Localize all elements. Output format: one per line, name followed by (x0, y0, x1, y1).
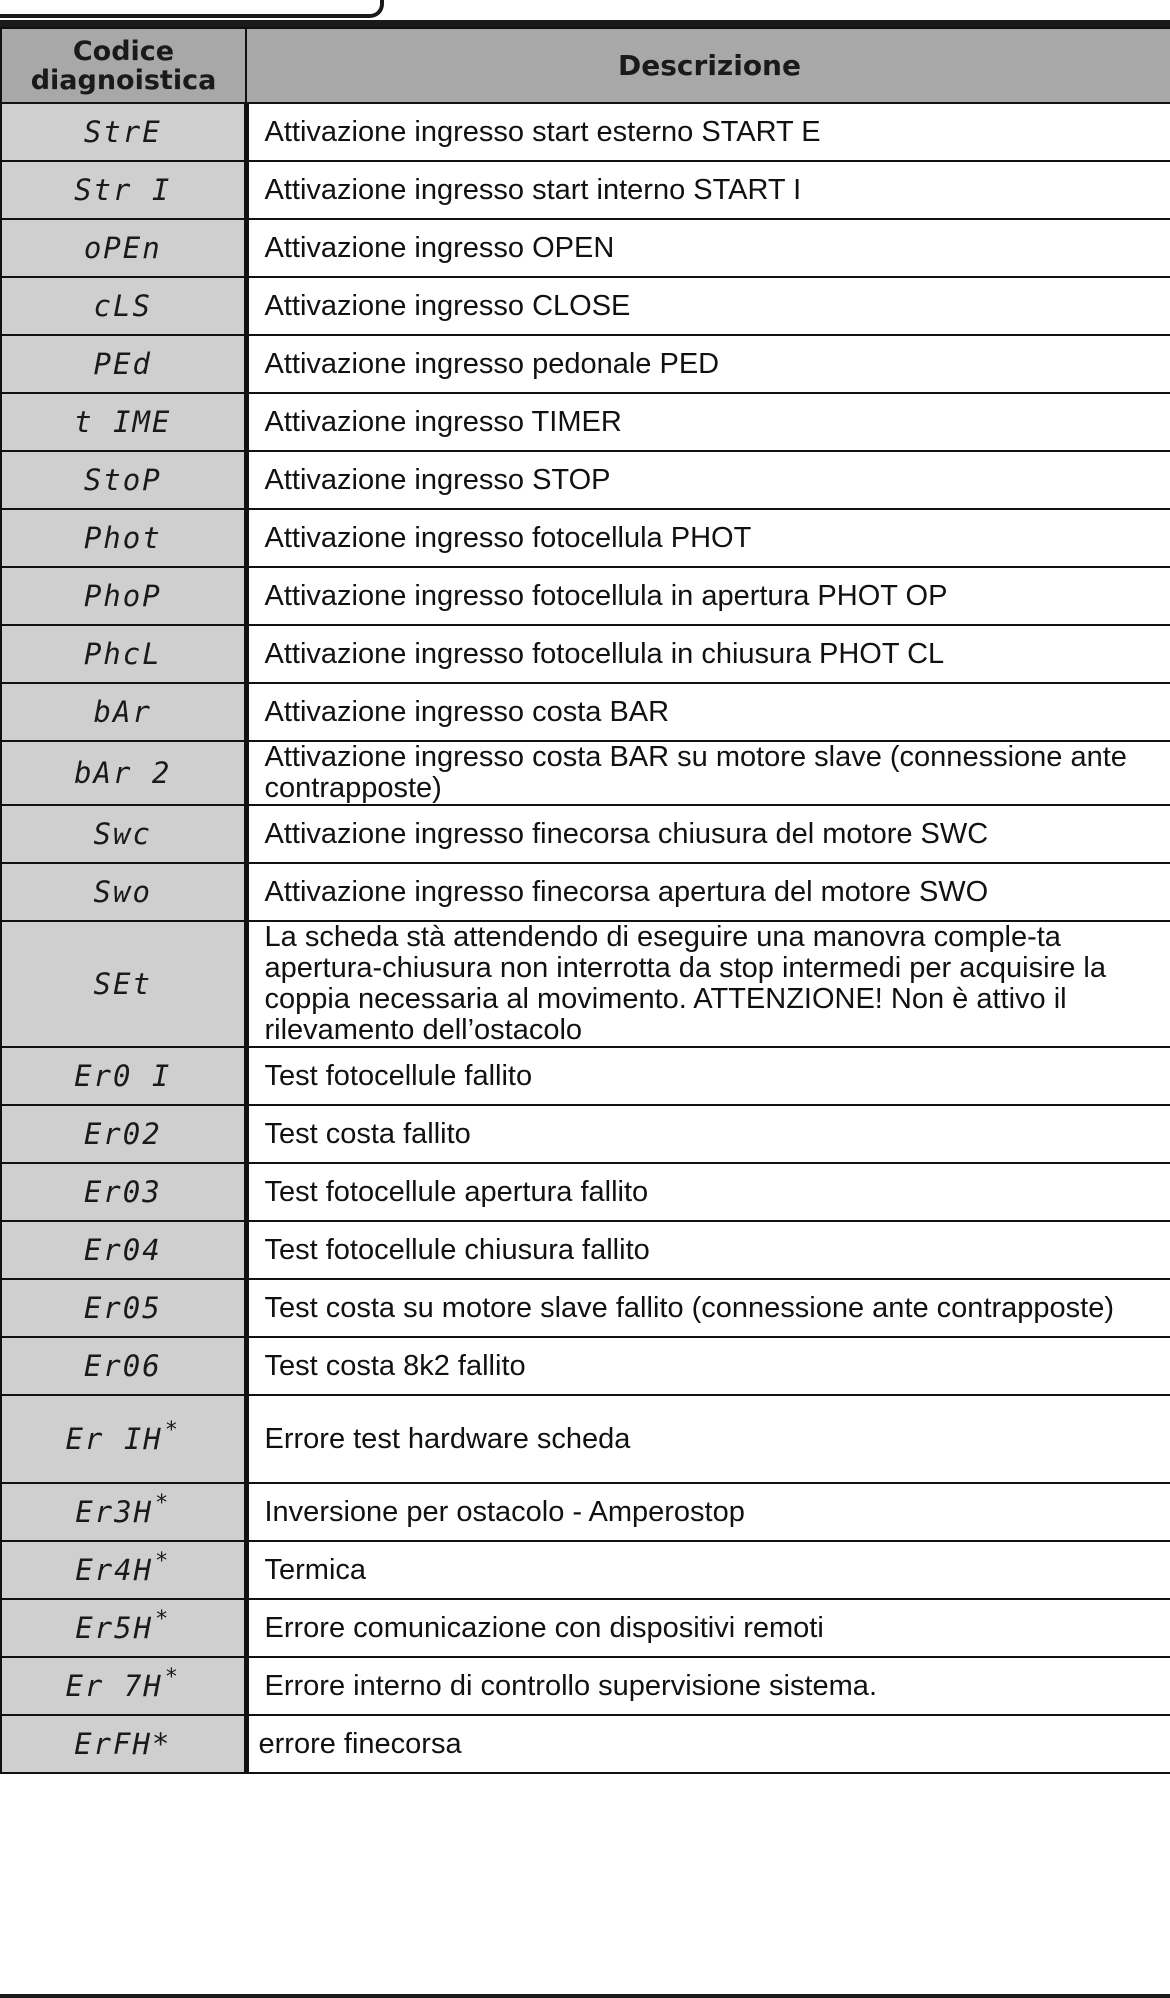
diagnostic-code (1, 567, 246, 625)
diagnostic-code (1, 1105, 246, 1163)
diagnostic-description: Errore interno di controllo supervisione sistema. (246, 1657, 1170, 1715)
table-row (1, 1163, 1170, 1221)
diagnostic-codes-table (0, 27, 1170, 1774)
table-row (1, 1047, 1170, 1105)
diagnostic-description: Attivazione ingresso pedonale PED (246, 335, 1170, 393)
diagnostic-code (1, 1715, 246, 1773)
table-row (1, 1395, 1170, 1483)
diagnostic-code (1, 625, 246, 683)
diagnostic-code (1, 103, 246, 161)
diagnostic-code (1, 1395, 246, 1483)
diagnostic-code (1, 1483, 246, 1541)
table-row (1, 1279, 1170, 1337)
asterisk-marker: * (155, 1491, 171, 1516)
diagnostic-code (1, 335, 246, 393)
diagnostic-code (1, 683, 246, 741)
diagnostic-code-text: bAr (93, 695, 152, 729)
table-header-row (1, 28, 1170, 103)
diagnostic-code (1, 393, 246, 451)
diagnostic-description: Attivazione ingresso fotocellula in apertura PHOT OP (246, 567, 1170, 625)
diagnostic-description: Termica (246, 1541, 1170, 1599)
table-row (1, 219, 1170, 277)
diagnostic-code-text: Er IH (65, 1422, 163, 1456)
diagnostic-description: Inversione per ostacolo - Amperostop (246, 1483, 1170, 1541)
table-row (1, 625, 1170, 683)
table-row (1, 335, 1170, 393)
header-description: Descrizione (246, 28, 1170, 103)
diagnostic-description: Errore comunicazione con dispositivi remoti (246, 1599, 1170, 1657)
diagnostic-description: Attivazione ingresso finecorsa apertura del motore SWO (246, 863, 1170, 921)
table-row (1, 863, 1170, 921)
diagnostic-code (1, 741, 246, 805)
diagnostic-code-text: Swo (93, 875, 152, 909)
diagnostic-code-text: Er3H (75, 1495, 154, 1529)
diagnostic-code (1, 921, 246, 1047)
diagnostic-code-text: SEt (93, 967, 152, 1001)
table-row (1, 567, 1170, 625)
table-row (1, 1715, 1170, 1773)
diagnostic-code-text: Er05 (83, 1291, 162, 1325)
diagnostic-description: Attivazione ingresso finecorsa chiusura del motore SWC (246, 805, 1170, 863)
table-row (1, 277, 1170, 335)
diagnostic-code-text: oPEn (83, 231, 162, 265)
diagnostic-description: Attivazione ingresso OPEN (246, 219, 1170, 277)
diagnostic-code (1, 1279, 246, 1337)
table-row (1, 921, 1170, 1047)
diagnostic-description: Test costa 8k2 fallito (246, 1337, 1170, 1395)
diagnostic-code (1, 1599, 246, 1657)
diagnostic-description: Attivazione ingresso start esterno START E (246, 103, 1170, 161)
diagnostic-description: Test fotocellule fallito (246, 1047, 1170, 1105)
diagnostic-code-text: PhoP (83, 579, 162, 613)
diagnostic-description: Attivazione ingresso fotocellula in chiusura PHOT CL (246, 625, 1170, 683)
diagnostic-description: Attivazione ingresso STOP (246, 451, 1170, 509)
page-tab-decoration (0, 0, 384, 18)
diagnostic-description: Attivazione ingresso TIMER (246, 393, 1170, 451)
table-row (1, 1337, 1170, 1395)
diagnostic-code-text: Er5H (75, 1611, 154, 1645)
diagnostic-code (1, 161, 246, 219)
table-body (1, 103, 1170, 1773)
diagnostic-code (1, 219, 246, 277)
diagnostic-description: La scheda stà attendendo di eseguire una manovra comple-ta apertura-chiusura non interrotta da stop intermedi per acquisire la coppia necessaria al movimento. ATTENZIONE! Non è attivo il rilevamento dell’ostacolo (246, 921, 1170, 1047)
diagnostic-description: Test fotocellule apertura fallito (246, 1163, 1170, 1221)
diagnostic-code-text: Er03 (83, 1175, 162, 1209)
diagnostic-code (1, 1541, 246, 1599)
diagnostic-description: Errore test hardware scheda (246, 1395, 1170, 1483)
diagnostic-code (1, 1163, 246, 1221)
diagnostic-code-text: Swc (93, 817, 152, 851)
diagnostic-code-text: cLS (93, 289, 152, 323)
diagnostic-code (1, 1337, 246, 1395)
table-row (1, 741, 1170, 805)
table-row (1, 1483, 1170, 1541)
diagnostic-code (1, 863, 246, 921)
asterisk-marker: * (164, 1665, 181, 1690)
diagnostic-code (1, 1221, 246, 1279)
table-row (1, 1221, 1170, 1279)
diagnostic-code (1, 1657, 246, 1715)
asterisk-marker: * (155, 1607, 171, 1632)
diagnostic-description: errore finecorsa (246, 1715, 1170, 1773)
table-row (1, 451, 1170, 509)
table-row (1, 1599, 1170, 1657)
bottom-rule (0, 1994, 1170, 1998)
diagnostic-code (1, 509, 246, 567)
diagnostic-code-text: Er04 (83, 1233, 162, 1267)
diagnostic-code (1, 451, 246, 509)
table-row (1, 161, 1170, 219)
table-row (1, 1105, 1170, 1163)
table-row (1, 103, 1170, 161)
table-row (1, 393, 1170, 451)
diagnostic-code (1, 277, 246, 335)
diagnostic-code-text: ErFH* (74, 1727, 172, 1761)
diagnostic-code-text: Str I (74, 173, 172, 207)
table-row (1, 509, 1170, 567)
diagnostic-code-text: Phot (83, 521, 162, 555)
diagnostic-description: Attivazione ingresso CLOSE (246, 277, 1170, 335)
diagnostic-code-text: Er 7H (65, 1669, 163, 1703)
asterisk-marker: * (164, 1418, 181, 1443)
top-rule (0, 20, 1170, 27)
diagnostic-code-text: Er4H (75, 1553, 154, 1587)
diagnostic-description: Attivazione ingresso fotocellula PHOT (246, 509, 1170, 567)
asterisk-marker: * (155, 1549, 171, 1574)
diagnostic-description: Attivazione ingresso start interno START I (246, 161, 1170, 219)
diagnostic-code-text: Er0 I (74, 1059, 172, 1093)
diagnostic-description: Test costa fallito (246, 1105, 1170, 1163)
diagnostic-description: Attivazione ingresso costa BAR (246, 683, 1170, 741)
diagnostic-code-text: StrE (83, 115, 162, 149)
diagnostic-code (1, 1047, 246, 1105)
diagnostic-description: Attivazione ingresso costa BAR su motore slave (connessione ante contrapposte) (246, 741, 1170, 805)
diagnostic-code-text: StoP (83, 463, 162, 497)
diagnostic-description: Test fotocellule chiusura fallito (246, 1221, 1170, 1279)
diagnostic-code (1, 805, 246, 863)
diagnostic-description: Test costa su motore slave fallito (connessione ante contrapposte) (246, 1279, 1170, 1337)
table-row (1, 1657, 1170, 1715)
table-row (1, 805, 1170, 863)
header-code: Codice diagnoistica (1, 28, 246, 103)
diagnostic-code-text: t IME (74, 405, 172, 439)
diagnostic-code-text: Er02 (83, 1117, 162, 1151)
diagnostic-code-text: Er06 (83, 1349, 162, 1383)
table-row (1, 1541, 1170, 1599)
table-row (1, 683, 1170, 741)
diagnostic-code-text: bAr 2 (74, 756, 172, 790)
diagnostic-code-text: PhcL (83, 637, 162, 671)
diagnostic-code-text: PEd (93, 347, 152, 381)
